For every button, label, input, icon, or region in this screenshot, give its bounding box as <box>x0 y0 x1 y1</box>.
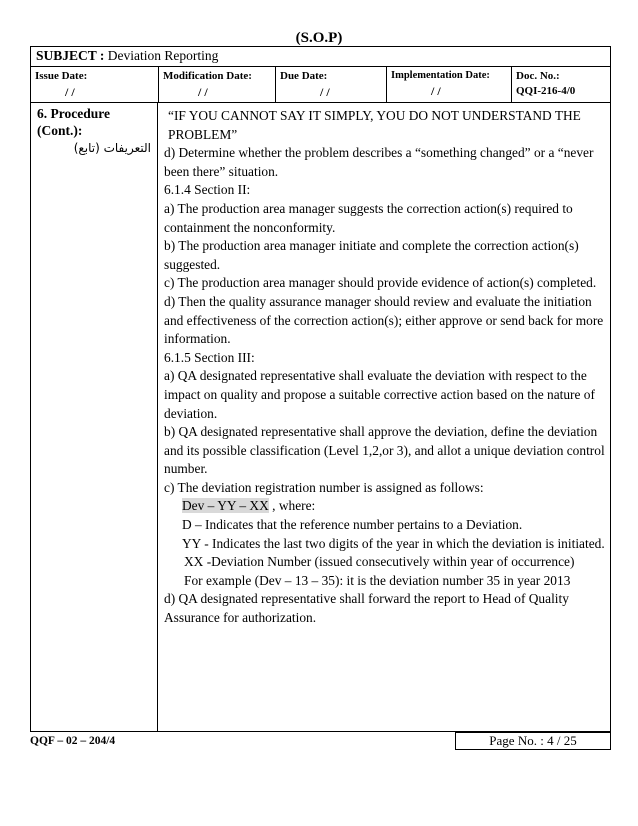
section-iii-heading: 6.1.5 Section III: <box>164 349 255 365</box>
section-ii-b: b) The production area manager initiate and complete the correction action(s) suggested. <box>164 238 579 272</box>
quote-text: “IF YOU CANNOT SAY IT SIMPLY, YOU DO NOT UNDERSTAND THE PROBLEM” <box>168 108 581 142</box>
section-ii-heading: 6.1.4 Section II: <box>164 182 251 198</box>
code-format-suffix: , where: <box>268 498 316 514</box>
subject-label: SUBJECT : <box>36 48 105 63</box>
code-format-line <box>164 497 606 516</box>
code-xx-line: XX -Deviation Number (issued consecutively within year of occurrence) <box>184 554 575 570</box>
section-label-column <box>31 103 158 731</box>
code-format: Dev – YY – XX <box>182 498 269 514</box>
implementation-date-label: Implementation Date: <box>391 70 490 81</box>
page-number-box <box>455 732 611 750</box>
section-iii-a: a) QA designated representative shall evaluate the deviation with respect to the impact on quality and propose a suitable corrective action based on the nature of deviation. <box>164 368 595 421</box>
issue-date-value: / / <box>65 85 75 99</box>
modification-date-cell <box>159 67 276 102</box>
doc-no-cell <box>512 67 610 102</box>
page-title: (S.O.P) <box>295 30 343 46</box>
step-d-text: d) Determine whether the problem describes a “something changed” or a “never been there” situation. <box>164 145 594 179</box>
modification-date-value: / / <box>198 85 208 99</box>
procedure-cont-label: (Cont.): <box>37 123 83 138</box>
document-frame <box>30 46 611 732</box>
doc-no-label: Doc. No.: <box>516 70 560 82</box>
issue-date-label: Issue Date: <box>35 70 88 82</box>
section-ii-c: c) The production area manager should provide evidence of action(s) completed. <box>164 275 597 291</box>
subject-row <box>31 47 610 67</box>
implementation-date-value: / / <box>431 84 441 98</box>
form-code: QQF – 02 – 204/4 <box>30 735 116 747</box>
code-example-line: For example (Dev – 13 – 35): it is the deviation number 35 in year 2013 <box>184 572 571 588</box>
doc-no-value: QQI-216-4/0 <box>516 85 576 97</box>
implementation-date-cell <box>387 67 512 102</box>
header-row <box>31 67 610 103</box>
page-number-label: Page No. : <box>489 733 544 748</box>
modification-date-label: Modification Date: <box>163 70 252 82</box>
section-iii-d: d) QA designated representative shall forward the report to Head of Quality Assurance for authorization. <box>164 591 569 626</box>
subject-value: Deviation Reporting <box>107 48 219 63</box>
code-yy-line: YY - Indicates the last two digits of the year in which the deviation is initiated. <box>182 535 605 551</box>
code-d-line: D – Indicates that the reference number pertains to a Deviation. <box>182 517 523 533</box>
procedure-content <box>164 105 606 628</box>
section-ii-d: d) Then the quality assurance manager should review and evaluate the initiation and effectiveness of the correction action(s); either approve or send back for more information. <box>164 293 604 347</box>
section-ii-a: a) The production area manager suggests the correction action(s) required to containment the nonconformity. <box>164 200 573 235</box>
section-iii-b: b) QA designated representative shall approve the deviation, define the deviation and its possible classification (Level 1,2,or 3), and allot a unique deviation control number. <box>164 424 605 477</box>
arabic-label: التعريفات (تابع) <box>73 141 151 155</box>
procedure-label: 6. Procedure <box>37 106 110 121</box>
section-iii-c: c) The deviation registration number is assigned as follows: <box>164 479 484 495</box>
due-date-label: Due Date: <box>280 70 328 82</box>
page-number-value: 4 / 25 <box>547 733 577 748</box>
due-date-value: / / <box>320 85 330 99</box>
due-date-cell <box>276 67 387 102</box>
issue-date-cell <box>31 67 159 102</box>
